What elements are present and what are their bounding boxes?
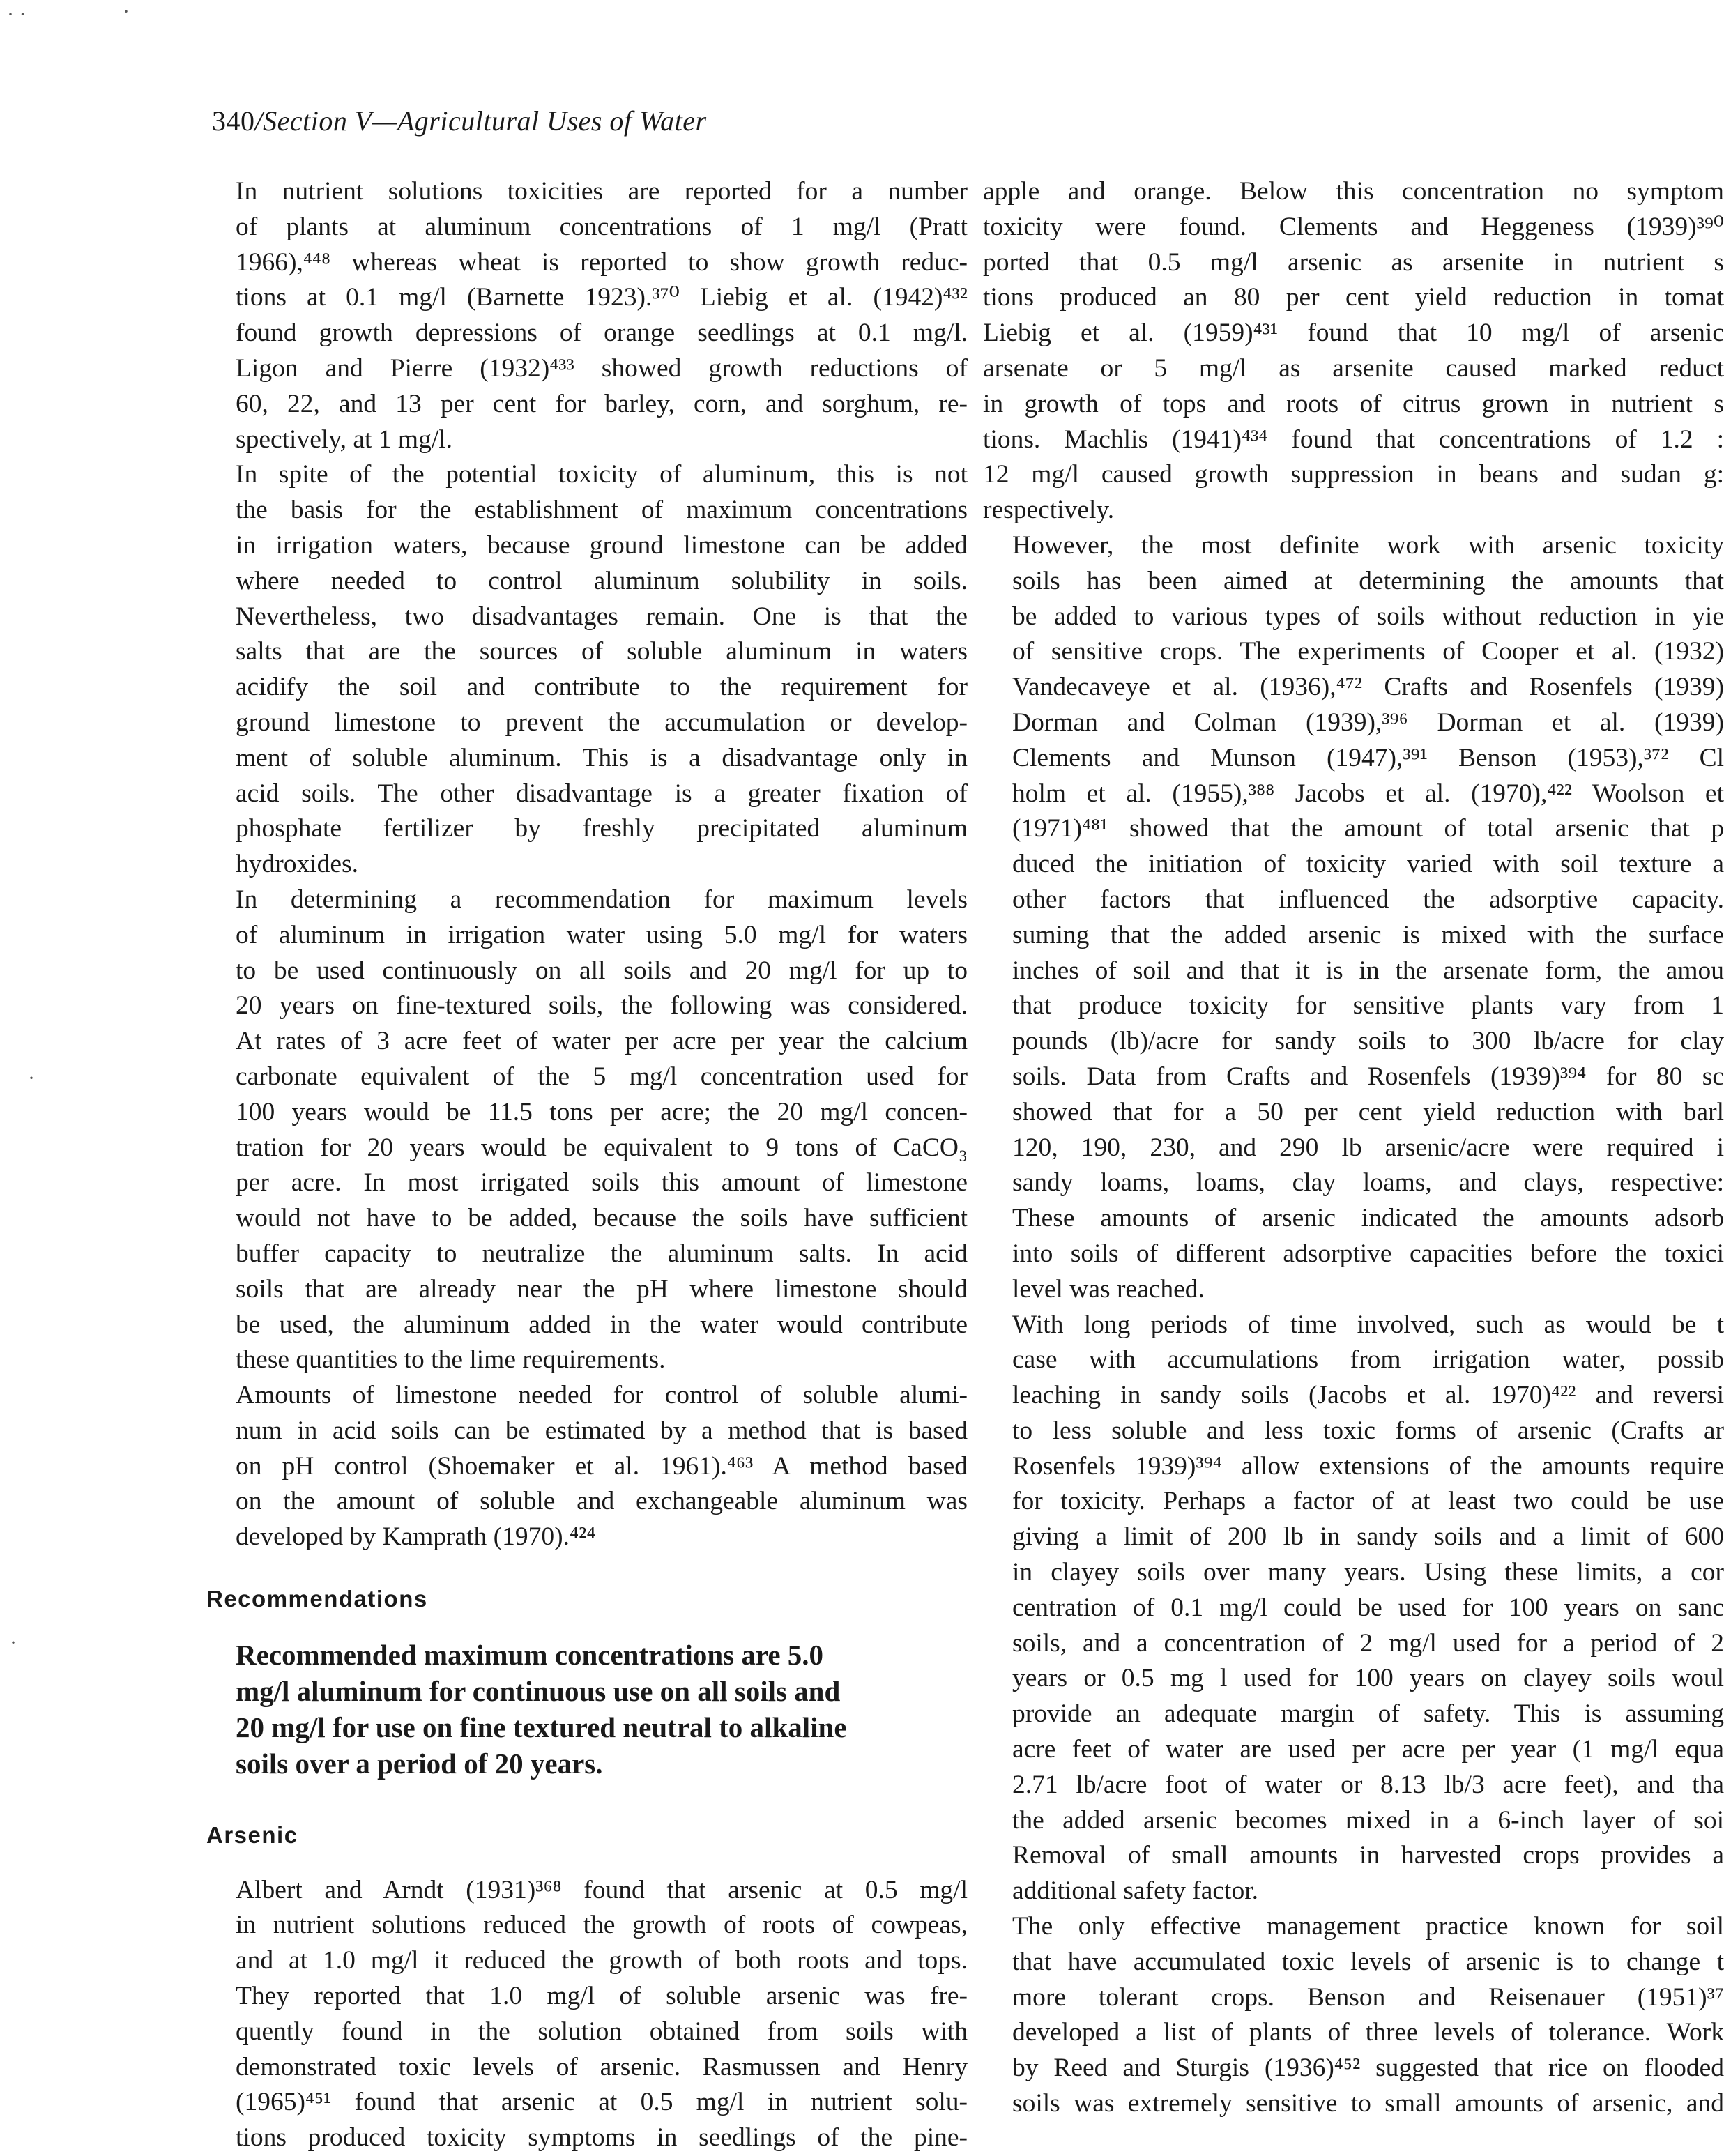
text-line: where needed to control aluminum solubility in soils. — [236, 566, 968, 595]
text-line: tions at 0.1 mg/l (Barnette 1923).³⁷⁰ Liebig et al. (1942)⁴³² — [236, 283, 968, 312]
text-line: salts that are the sources of soluble aluminum in waters — [236, 637, 968, 666]
paragraph-arsenic-soils — [983, 528, 1724, 1308]
text-line: quently found in the solution obtained from soils with — [236, 2017, 968, 2046]
text-line: to less soluble and less toxic forms of arsenic (Crafts ar — [1012, 1416, 1724, 1445]
text-line: by Reed and Sturgis (1936)⁴⁵² suggested that rice on flooded — [1012, 2054, 1724, 2083]
paragraph-arsenic-nutrient — [983, 174, 1724, 528]
text-line: developed a list of plants of three levels of tolerance. Work — [1012, 2018, 1724, 2047]
text-line: be added to various types of soils without reduction in yie — [1012, 602, 1724, 631]
text-line: apple and orange. Below this concentration no symptom — [983, 177, 1724, 206]
text-line: pounds (lb)/acre for sandy soils to 300 lb/acre for clay — [1012, 1027, 1724, 1056]
text-line: into soils of different adsorptive capacities before the toxici — [1012, 1239, 1724, 1268]
text-line: showed that for a 50 per cent yield reduction with barl — [1012, 1097, 1724, 1126]
page-number: 340 — [212, 105, 255, 137]
text-line: Vandecaveye et al. (1936),⁴⁷² Crafts and Rosenfels (1939) — [1012, 673, 1724, 702]
text-line: leaching in sandy soils (Jacobs et al. 1970)⁴²² and reversi — [1012, 1381, 1724, 1410]
running-head — [212, 105, 707, 137]
text-line: acidify the soil and contribute to the requirement for — [236, 673, 968, 702]
text-line: and at 1.0 mg/l it reduced the growth of both roots and tops. — [236, 1946, 968, 1975]
text-line: these quantities to the lime requirements. — [236, 1345, 666, 1375]
text-line: Nevertheless, two disadvantages remain. One is that the — [236, 602, 968, 631]
heading-arsenic: Arsenic — [206, 1821, 298, 1848]
text-line: Rosenfels 1939)³⁹⁴ allow extensions of the amounts require — [1012, 1451, 1724, 1481]
text-line: 12 mg/l caused growth suppression in beans and sudan g: — [983, 460, 1724, 489]
text-line: tions produced toxicity symptoms in seedlings of the pine- — [236, 2123, 968, 2153]
paragraph-aluminum-toxicity — [206, 174, 968, 457]
text-line: (1971)⁴⁸¹ showed that the amount of total arsenic that p — [1012, 814, 1724, 843]
text-line: soils. Data from Crafts and Rosenfels (1939)³⁹⁴ for 80 sc — [1012, 1062, 1724, 1091]
text-line: However, the most definite work with arsenic toxicity — [1012, 530, 1724, 560]
text-line: suming that the added arsenic is mixed with the surface — [1012, 920, 1724, 949]
text-line: Amounts of limestone needed for control of soluble alumi- — [236, 1381, 968, 1410]
recommendation-statement — [236, 1637, 968, 1782]
text-line: of sensitive crops. The experiments of Cooper et al. (1932) — [1012, 637, 1724, 666]
text-line: holm et al. (1955),³⁸⁸ Jacobs et al. (1970),⁴²² Woolson et — [1012, 779, 1724, 808]
paragraph-arsenic-management — [983, 1909, 1724, 2122]
text-line: developed by Kamprath (1970).⁴²⁴ — [236, 1522, 596, 1552]
text-line: on the amount of soluble and exchangeable aluminum was — [236, 1487, 968, 1516]
text-line: Albert and Arndt (1931)³⁶⁸ found that arsenic at 0.5 mg/l — [236, 1875, 968, 1904]
text-line: tration for 20 years would be equivalent to 9 tons of CaCO₃ — [236, 1133, 968, 1162]
text-line: on pH control (Shoemaker et al. 1961).⁴⁶³ A method based — [236, 1451, 968, 1481]
text-line: acre feet of water are used per acre per year (1 mg/l equa — [1012, 1735, 1724, 1764]
paragraph-recommendation-basis — [206, 882, 968, 1378]
paragraph-arsenic-limits — [983, 1308, 1724, 1910]
text-line: 60, 22, and 13 per cent for barley, corn, and sorghum, re- — [236, 389, 968, 418]
text-line: soils has been aimed at determining the amounts that — [1012, 566, 1724, 595]
paragraph-limestone-methods — [206, 1378, 968, 1555]
text-line: mg/l aluminum for continuous use on all soils and — [236, 1674, 841, 1707]
heading-recommendations: Recommendations — [206, 1586, 428, 1612]
text-line: soils over a period of 20 years. — [236, 1747, 603, 1780]
text-line: With long periods of time involved, such as would be t — [1012, 1310, 1724, 1339]
text-line: toxicity were found. Clements and Heggeness (1939)³⁹⁰ — [983, 212, 1724, 241]
scan-speck: · — [10, 1631, 17, 1654]
text-line: ment of soluble aluminum. This is a disadvantage only in — [236, 743, 968, 772]
text-line: years or 0.5 mg l used for 100 years on clayey soils woul — [1012, 1664, 1724, 1693]
text-line: Ligon and Pierre (1932)⁴³³ showed growth reductions of — [236, 353, 968, 383]
text-line: hydroxides. — [236, 850, 359, 879]
text-line: of aluminum in irrigation water using 5.0 mg/l for waters — [236, 920, 968, 949]
text-line: num in acid soils can be estimated by a method that is based — [236, 1416, 968, 1445]
text-line: ground limestone to prevent the accumulation or develop- — [236, 708, 968, 737]
text-line: acid soils. The other disadvantage is a greater fixation of — [236, 779, 968, 808]
text-line: In nutrient solutions toxicities are reported for a number — [236, 177, 968, 206]
text-line: sandy loams, loams, clay loams, and clays, respective: — [1012, 1168, 1724, 1198]
text-line: ported that 0.5 mg/l arsenic as arsenite in nutrient s — [983, 247, 1724, 277]
text-line: carbonate equivalent of the 5 mg/l concentration used for — [236, 1062, 968, 1091]
left-column — [206, 174, 968, 2156]
text-line: of plants at aluminum concentrations of 1 mg/l (Pratt — [236, 212, 968, 241]
text-line: giving a limit of 200 lb in sandy soils and a limit of 600 — [1012, 1522, 1724, 1552]
paragraph-arsenic-intro — [206, 1873, 968, 2156]
text-line: 120, 190, 230, and 290 lb arsenic/acre were required i — [1012, 1133, 1724, 1162]
text-line: 1966),⁴⁴⁸ whereas wheat is reported to show growth reduc- — [236, 247, 968, 277]
text-line: Dorman and Colman (1939),³⁹⁶ Dorman et al. (1939) — [1012, 708, 1724, 737]
section-title: /Section V—Agricultural Uses of Water — [254, 105, 707, 137]
text-line: 2.71 lb/acre foot of water or 8.13 lb/3 acre feet), and tha — [1012, 1770, 1724, 1799]
text-line: Liebig et al. (1959)⁴³¹ found that 10 mg/l of arsenic — [983, 319, 1724, 348]
text-line: The only effective management practice known for soil — [1012, 1912, 1724, 1941]
text-line: would not have to be added, because the soils have sufficient — [236, 1204, 968, 1233]
scan-speck: · — [28, 1066, 35, 1090]
text-line: Removal of small amounts in harvested crops provides a — [1012, 1841, 1724, 1870]
text-line: centration of 0.1 mg/l could be used for 100 years on sanc — [1012, 1593, 1724, 1622]
text-line: the added arsenic becomes mixed in a 6-inch layer of soi — [1012, 1805, 1724, 1835]
text-line: for toxicity. Perhaps a factor of at least two could be use — [1012, 1487, 1724, 1516]
text-line: In spite of the potential toxicity of aluminum, this is not — [236, 460, 968, 489]
text-line: in nutrient solutions reduced the growth of roots of cowpeas, — [236, 1911, 968, 1940]
text-line: provide an adequate margin of safety. This is assuming — [1012, 1699, 1724, 1729]
text-line: level was reached. — [1012, 1274, 1205, 1303]
text-line: tions produced an 80 per cent yield reduction in tomat — [983, 283, 1724, 312]
text-line: 100 years would be 11.5 tons per acre; the 20 mg/l concen- — [236, 1097, 968, 1126]
text-line: the basis for the establishment of maximum concentrations — [236, 496, 968, 525]
text-line: phosphate fertilizer by freshly precipitated aluminum — [236, 814, 968, 843]
right-column — [983, 174, 1724, 2130]
text-line: found growth depressions of orange seedlings at 0.1 mg/l. — [236, 319, 968, 348]
text-line: (1965)⁴⁵¹ found that arsenic at 0.5 mg/l in nutrient solu- — [236, 2088, 968, 2117]
text-line: other factors that influenced the adsorptive capacity. — [1012, 885, 1724, 914]
text-line: more tolerant crops. Benson and Reisenauer (1951)³⁷ — [1012, 1982, 1724, 2012]
text-line: in growth of tops and roots of citrus grown in nutrient s — [983, 389, 1724, 418]
text-line: At rates of 3 acre feet of water per acre per year the calcium — [236, 1027, 968, 1056]
text-line: per acre. In most irrigated soils this amount of limestone — [236, 1168, 968, 1198]
text-line: soils, and a concentration of 2 mg/l used for a period of 2 — [1012, 1628, 1724, 1658]
text-line: spectively, at 1 mg/l. — [236, 425, 453, 454]
text-line: 20 mg/l for use on fine textured neutral to alkaline — [236, 1711, 847, 1743]
text-line: buffer capacity to neutralize the aluminum salts. In acid — [236, 1239, 968, 1268]
text-line: duced the initiation of toxicity varied with soil texture a — [1012, 850, 1724, 879]
text-line: arsenate or 5 mg/l as arsenite caused marked reduct — [983, 353, 1724, 383]
scan-speck: · — [123, 0, 130, 23]
text-line: respectively. — [983, 496, 1115, 525]
text-line: in irrigation waters, because ground limestone can be added — [236, 530, 968, 560]
text-line: inches of soil and that it is in the arsenate form, the amou — [1012, 956, 1724, 985]
text-line: soils was extremely sensitive to small amounts of arsenic, and — [1012, 2089, 1724, 2118]
text-line: soils that are already near the pH where limestone should — [236, 1274, 968, 1303]
text-line: Clements and Munson (1947),³⁹¹ Benson (1953),³⁷² Cl — [1012, 743, 1724, 772]
text-line: to be used continuously on all soils and 20 mg/l for up to — [236, 956, 968, 985]
text-line: that produce toxicity for sensitive plants vary from 1 — [1012, 991, 1724, 1020]
text-line: 20 years on fine-textured soils, the following was considered. — [236, 991, 968, 1020]
text-line: In determining a recommendation for maximum levels — [236, 885, 968, 914]
text-line: case with accumulations from irrigation water, possib — [1012, 1345, 1724, 1375]
text-line: These amounts of arsenic indicated the amounts adsorb — [1012, 1204, 1724, 1233]
text-line: that have accumulated toxic levels of arsenic is to change t — [1012, 1947, 1724, 1976]
scan-speck: · · — [7, 3, 26, 26]
text-line: Recommended maximum concentrations are 5.0 — [236, 1638, 824, 1671]
text-line: in clayey soils over many years. Using these limits, a cor — [1012, 1558, 1724, 1587]
text-line: be used, the aluminum added in the water would contribute — [236, 1310, 968, 1339]
text-line: They reported that 1.0 mg/l of soluble arsenic was fre- — [236, 1982, 968, 2011]
paragraph-limestone — [206, 457, 968, 882]
text-line: tions. Machlis (1941)⁴³⁴ found that concentrations of 1.2 : — [983, 425, 1724, 454]
text-line: demonstrated toxic levels of arsenic. Rasmussen and Henry — [236, 2052, 968, 2081]
text-line: additional safety factor. — [1012, 1876, 1258, 1906]
